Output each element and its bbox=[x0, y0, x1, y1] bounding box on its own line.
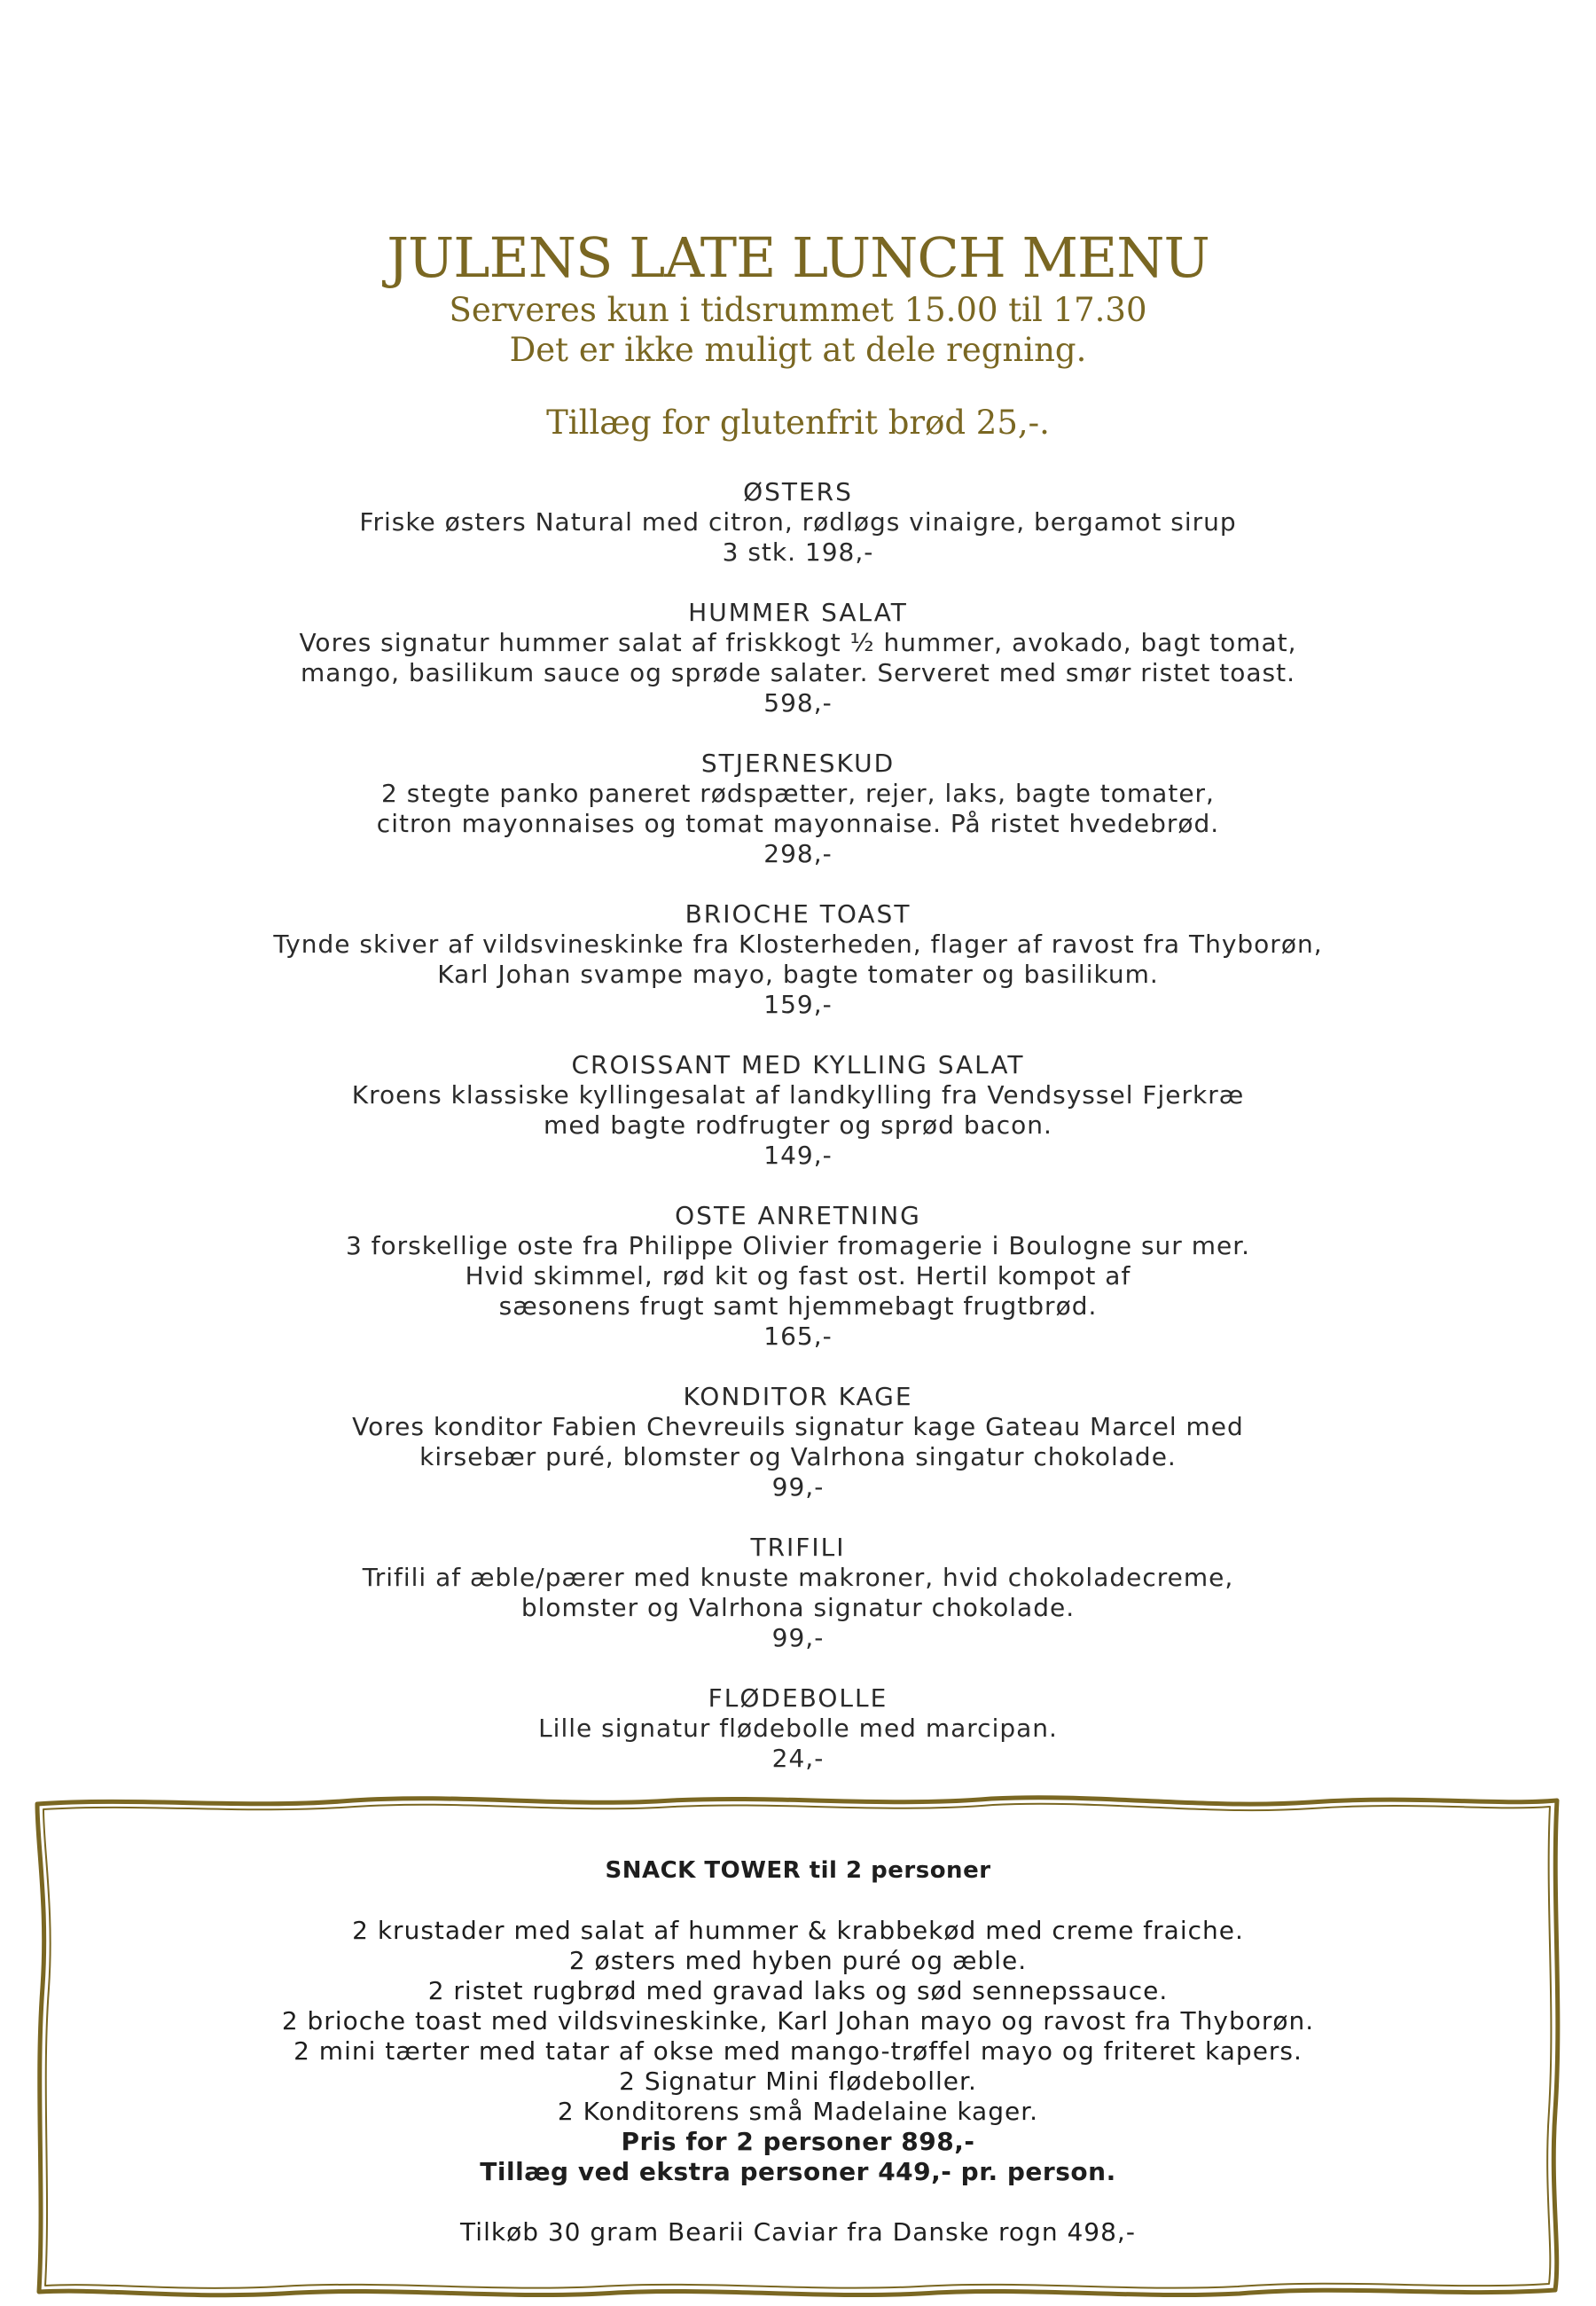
split-bill-note: Det er ikke muligt at dele regning. bbox=[509, 331, 1087, 369]
snack-tower-extra-person-price: Tillæg ved ekstra personer 449,- pr. person. bbox=[480, 2157, 1116, 2186]
menu-item-hummer-salat bbox=[0, 598, 1596, 718]
menu-list bbox=[0, 477, 1596, 1804]
snack-item: 2 mini tærter med tatar af okse med mango-trøffel mayo og friteret kapers. bbox=[293, 2036, 1303, 2066]
snack-tower bbox=[0, 1855, 1596, 2247]
menu-item-name: ØSTERS bbox=[743, 477, 853, 506]
menu-item-price: 159,- bbox=[763, 990, 833, 1019]
menu-item-price: 165,- bbox=[763, 1322, 833, 1351]
menu-item-description: 2 stegte panko paneret rødspætter, rejer, laks, bagte tomater, bbox=[381, 779, 1215, 808]
snack-item: 2 krustader med salat af hummer & krabbekød med creme fraiche. bbox=[352, 1916, 1244, 1945]
menu-item-description: Karl Johan svampe mayo, bagte tomater og basilikum. bbox=[437, 960, 1159, 989]
menu-item-name: BRIOCHE TOAST bbox=[685, 899, 911, 929]
menu-item-name: CROISSANT MED KYLLING SALAT bbox=[571, 1050, 1025, 1079]
snack-item: 2 ristet rugbrød med gravad laks og sød sennepssauce. bbox=[427, 1976, 1169, 2005]
menu-item-description: Tynde skiver af vildsvineskinke fra Klosterheden, flager af ravost fra Thyborøn, bbox=[273, 929, 1323, 959]
menu-item-description: mango, basilikum sauce og sprøde salater. Serveret med smør ristet toast. bbox=[301, 658, 1295, 687]
menu-item-name: TRIFILI bbox=[750, 1533, 846, 1562]
menu-item-oesters bbox=[0, 477, 1596, 568]
snack-item: 2 østers med hyben puré og æble. bbox=[568, 1946, 1028, 1975]
snack-tower-price: Pris for 2 personer 898,- bbox=[621, 2127, 975, 2156]
menu-item-description: citron mayonnaises og tomat mayonnaise. På ristet hvedebrød. bbox=[376, 809, 1220, 838]
menu-item-price: 598,- bbox=[763, 688, 833, 718]
menu-item-trifili bbox=[0, 1533, 1596, 1653]
snack-item: 2 Konditorens små Madelaine kager. bbox=[557, 2097, 1039, 2126]
menu-item-description: 3 forskellige oste fra Philippe Olivier fromagerie i Boulogne sur mer. bbox=[345, 1231, 1251, 1260]
menu-item-price: 3 stk. 198,- bbox=[722, 537, 874, 567]
menu-item-description: Trifili af æble/pærer med knuste makroner, hvid chokoladecreme, bbox=[362, 1563, 1234, 1592]
menu-item-stjerneskud bbox=[0, 749, 1596, 869]
caviar-addon: Tilkøb 30 gram Bearii Caviar fra Danske rogn 498,- bbox=[460, 2217, 1136, 2247]
snack-tower-title: SNACK TOWER til 2 personer bbox=[605, 1857, 991, 1884]
menu-item-description: blomster og Valrhona signatur chokolade. bbox=[520, 1593, 1076, 1622]
menu-item-name: STJERNESKUD bbox=[700, 749, 896, 778]
menu-item-price: 99,- bbox=[771, 1623, 825, 1652]
menu-item-description: Hvid skimmel, rød kit og fast ost. Hertil kompot af bbox=[465, 1261, 1131, 1290]
snack-item: 2 brioche toast med vildsvineskinke, Karl Johan mayo og ravost fra Thyborøn. bbox=[281, 2006, 1315, 2035]
menu-item-oste-anretning bbox=[0, 1201, 1596, 1352]
menu-item-price: 298,- bbox=[763, 839, 833, 868]
menu-item-brioche-toast bbox=[0, 899, 1596, 1020]
menu-item-croissant bbox=[0, 1050, 1596, 1171]
menu-item-name: FLØDEBOLLE bbox=[708, 1683, 888, 1713]
menu-item-konditor-kage bbox=[0, 1382, 1596, 1502]
menu-item-price: 99,- bbox=[771, 1472, 825, 1502]
menu-item-description: Vores konditor Fabien Chevreuils signatur kage Gateau Marcel med bbox=[352, 1412, 1244, 1441]
menu-item-name: HUMMER SALAT bbox=[688, 598, 908, 627]
menu-item-description: Friske østers Natural med citron, rødløgs vinaigre, bergamot sirup bbox=[359, 507, 1237, 537]
menu-item-name: OSTE ANRETNING bbox=[675, 1201, 921, 1230]
menu-item-description: med bagte rodfrugter og sprød bacon. bbox=[544, 1110, 1052, 1140]
menu-item-name: KONDITOR KAGE bbox=[683, 1382, 913, 1411]
gluten-free-note: Tillæg for glutenfrit brød 25,-. bbox=[546, 404, 1050, 442]
menu-title: JULENS LATE LUNCH MENU bbox=[387, 225, 1209, 290]
menu-item-description: kirsebær puré, blomster og Valrhona singatur chokolade. bbox=[419, 1442, 1177, 1471]
menu-item-price: 24,- bbox=[771, 1744, 825, 1773]
menu-item-floedebolle bbox=[0, 1683, 1596, 1774]
menu-item-description: Vores signatur hummer salat af friskkogt ½ hummer, avokado, bagt tomat, bbox=[299, 628, 1297, 657]
menu-item-description: Lille signatur flødebolle med marcipan. bbox=[538, 1714, 1058, 1743]
serving-time-note: Serveres kun i tidsrummet 15.00 til 17.30 bbox=[449, 291, 1147, 329]
menu-item-price: 149,- bbox=[763, 1141, 833, 1170]
snack-item: 2 Signatur Mini flødeboller. bbox=[619, 2067, 977, 2096]
menu-item-description: sæsonens frugt samt hjemmebagt frugtbrød. bbox=[498, 1291, 1098, 1321]
menu-item-description: Kroens klassiske kyllingesalat af landkylling fra Vendsyssel Fjerkræ bbox=[351, 1080, 1245, 1110]
